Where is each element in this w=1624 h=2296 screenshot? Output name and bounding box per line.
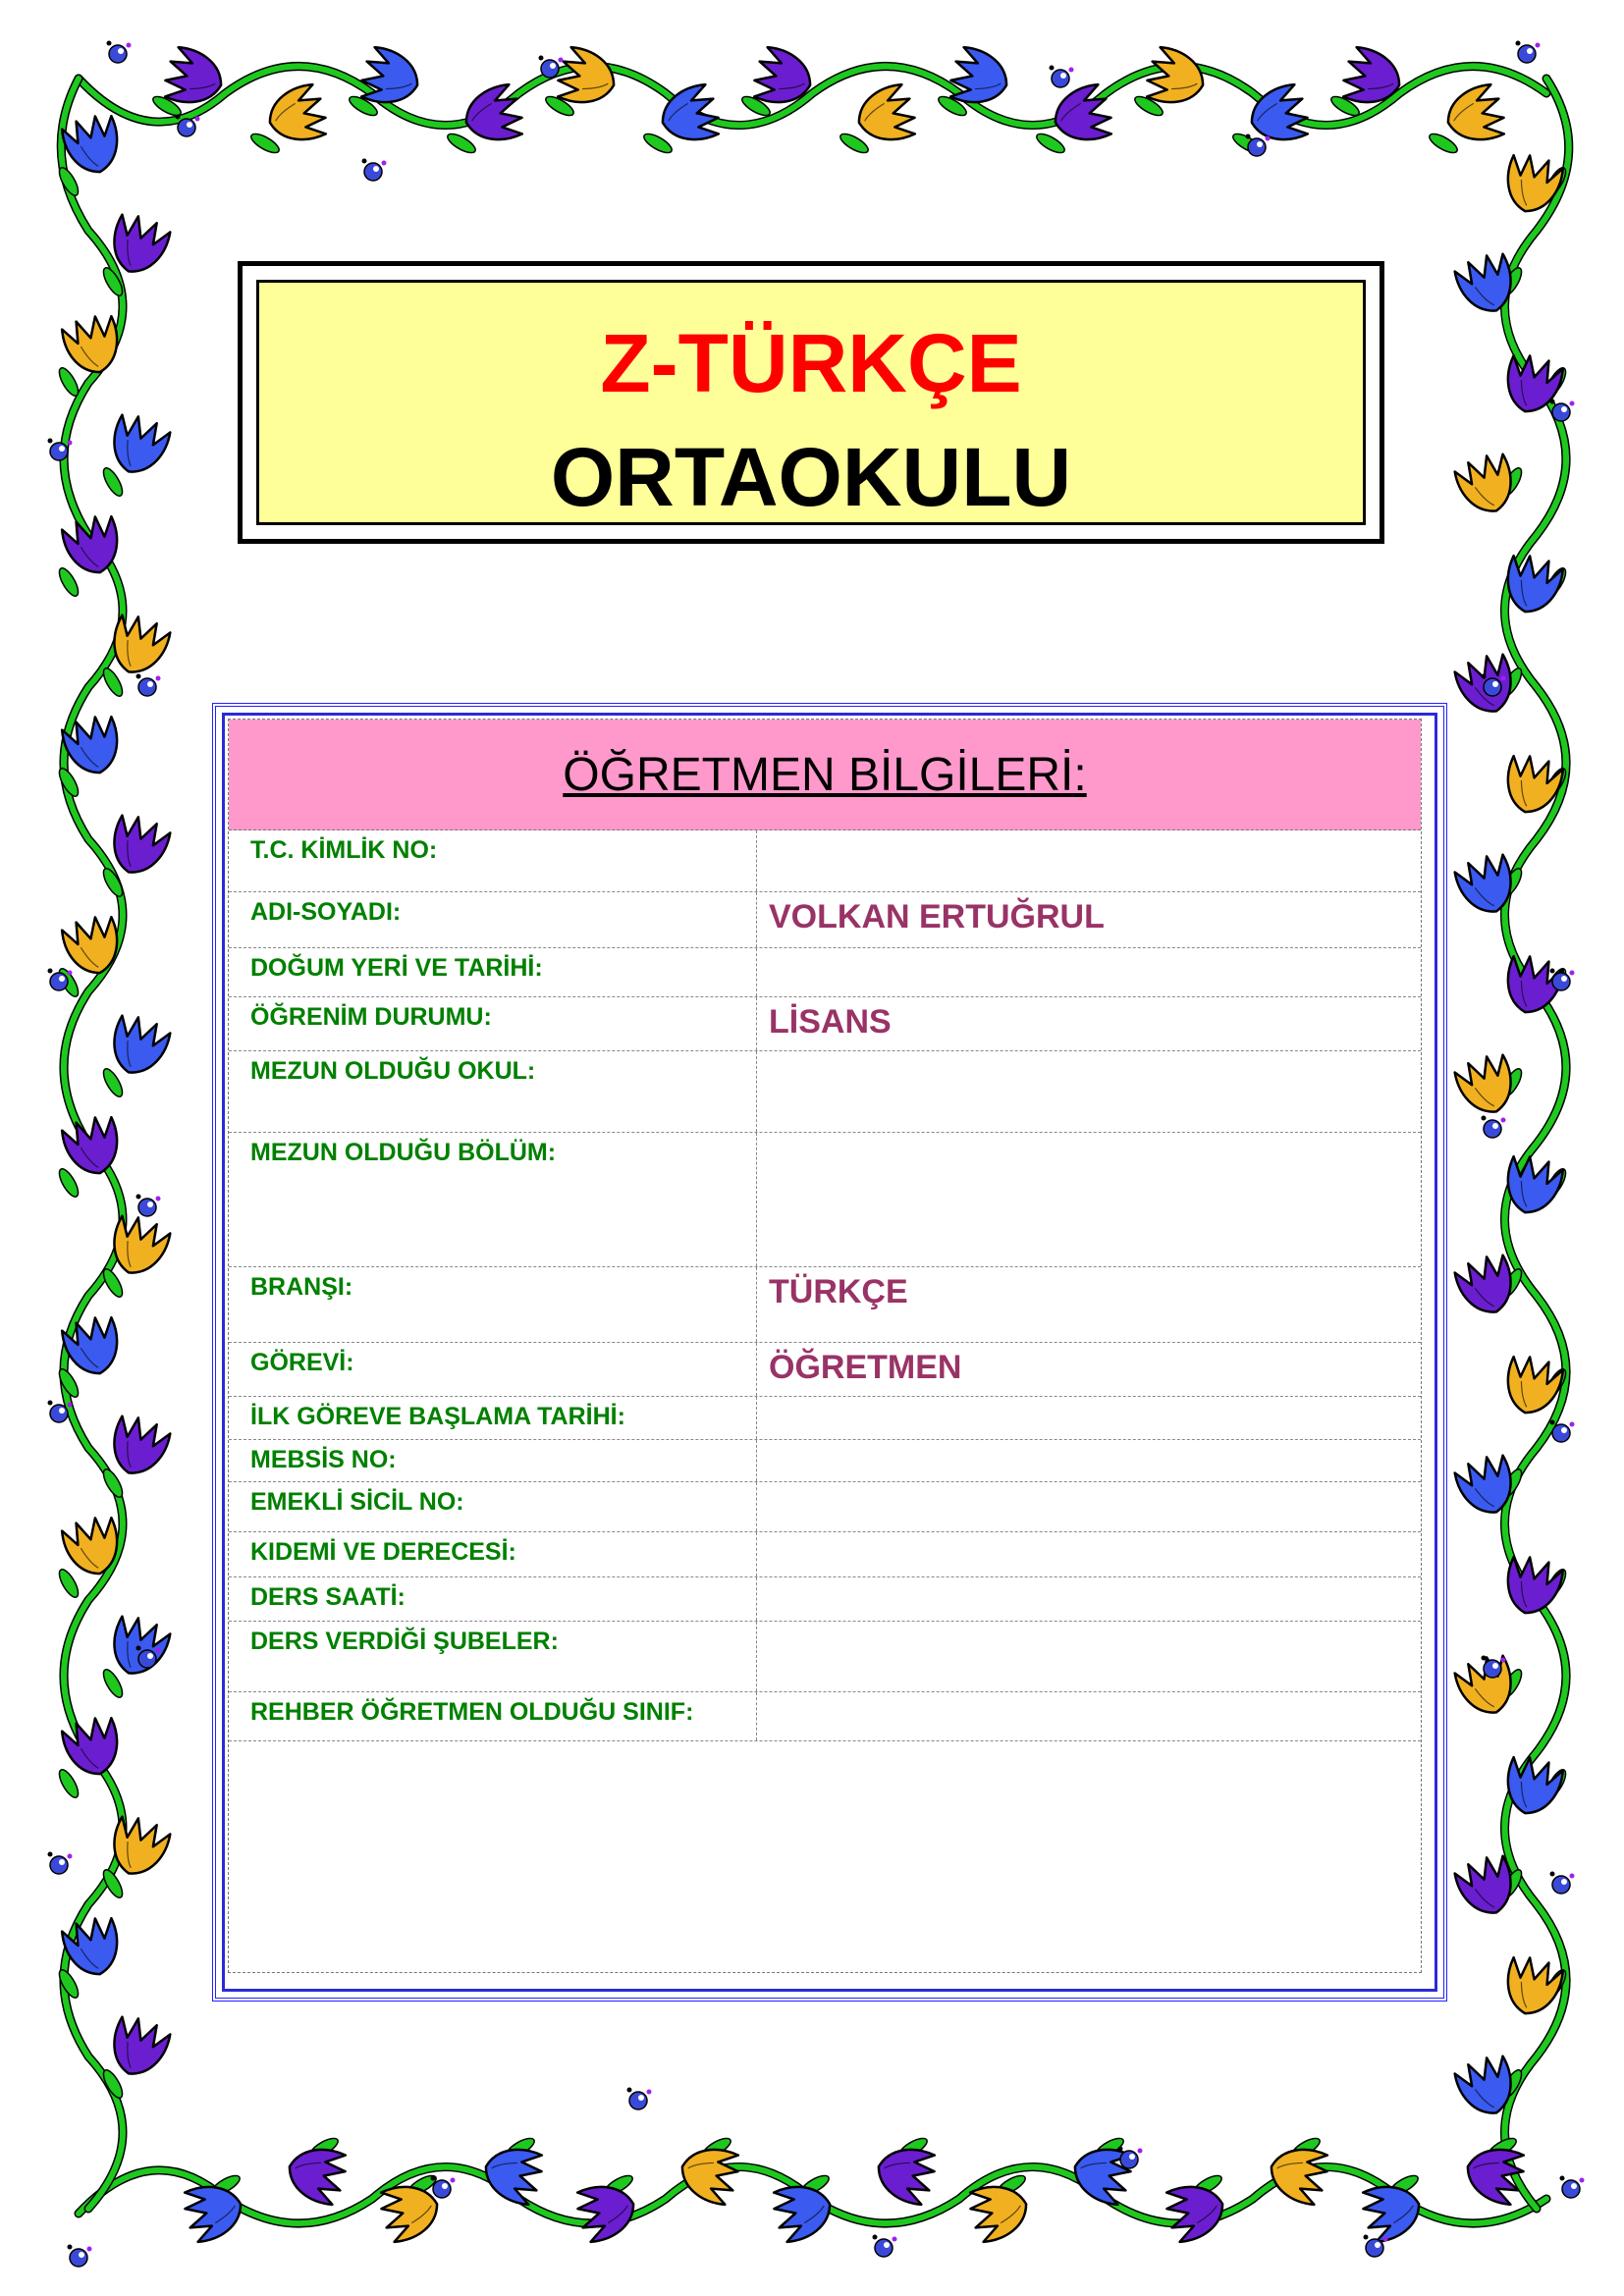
- row-value: [757, 1532, 1421, 1576]
- tulip-icon: [104, 411, 173, 481]
- berry-cluster-icon: [431, 2176, 456, 2199]
- table-row: [229, 1051, 1421, 1133]
- tulip-icon: [60, 312, 126, 379]
- tulip-icon: [60, 1514, 126, 1580]
- tulip-icon: [104, 1012, 173, 1082]
- row-value: TÜRKÇE: [769, 1273, 908, 1310]
- leaf-icon: [248, 131, 282, 156]
- berry-cluster-icon: [68, 2245, 92, 2268]
- leaf-icon: [100, 666, 126, 699]
- row-value: [757, 1577, 1421, 1621]
- tulip-icon: [181, 2178, 247, 2244]
- leaf-icon: [56, 1166, 81, 1200]
- table-row: [229, 997, 1421, 1051]
- row-label: KIDEMİ VE DERECESİ:: [229, 1532, 757, 1576]
- berry-cluster-icon: [48, 1852, 73, 1875]
- row-label: ADI-SOYADI:: [229, 892, 757, 947]
- berry-cluster-icon: [1246, 134, 1271, 157]
- berry-cluster-icon: [1482, 1116, 1506, 1139]
- row-label: MEBSİS NO:: [229, 1440, 757, 1481]
- row-label: DOĞUM YERİ VE TARİHİ:: [229, 948, 757, 996]
- table-row: [229, 1133, 1421, 1267]
- tulip-icon: [1461, 2141, 1528, 2207]
- row-value: [757, 1482, 1421, 1531]
- school-title-box: [238, 261, 1384, 544]
- tulip-icon: [1452, 451, 1521, 520]
- row-label: DERS VERDİĞİ ŞUBELER:: [229, 1622, 757, 1691]
- tulip-icon: [104, 1413, 173, 1482]
- berry-cluster-icon: [1560, 2176, 1585, 2199]
- tulip-icon: [1452, 250, 1521, 320]
- school-type: ORTAOKULU: [550, 431, 1072, 523]
- leaf-icon: [1034, 131, 1067, 156]
- row-value: ÖĞRETMEN: [769, 1349, 962, 1386]
- table-row: [229, 1532, 1421, 1577]
- leaf-icon: [1427, 131, 1460, 156]
- berry-cluster-icon: [1550, 400, 1575, 422]
- row-label: İLK GÖREVE BAŞLAMA TARİHİ:: [229, 1397, 757, 1439]
- tulip-icon: [1499, 1953, 1565, 2020]
- tulip-icon: [60, 913, 126, 980]
- table-row: [229, 830, 1421, 892]
- row-label: BRANŞI:: [229, 1267, 757, 1342]
- school-title-inner: [256, 280, 1366, 525]
- tulip-icon: [1265, 2141, 1331, 2207]
- row-value: [757, 1133, 1421, 1266]
- row-label: GÖREVİ:: [229, 1343, 757, 1396]
- row-value: [757, 1692, 1421, 1740]
- row-label: MEZUN OLDUĞU OKUL:: [229, 1051, 757, 1132]
- leaf-icon: [100, 1667, 126, 1700]
- tulip-icon: [263, 82, 330, 148]
- table-heading: [229, 720, 1421, 830]
- table-row: [229, 1577, 1421, 1622]
- tulip-icon: [283, 2141, 350, 2207]
- leaf-icon: [56, 565, 81, 599]
- berry-cluster-icon: [1050, 66, 1074, 88]
- table-row: [229, 1692, 1421, 1741]
- leaf-icon: [56, 1567, 81, 1600]
- berry-cluster-icon: [107, 41, 132, 64]
- berry-cluster-icon: [1118, 2147, 1143, 2169]
- tulip-icon: [1163, 2178, 1229, 2244]
- berry-cluster-icon: [136, 1195, 161, 1217]
- row-label: T.C. KİMLİK NO:: [229, 830, 757, 891]
- row-value: LİSANS: [769, 1003, 892, 1041]
- row-label: DERS SAATİ:: [229, 1577, 757, 1621]
- row-value: VOLKAN ERTUĞRUL: [769, 898, 1105, 935]
- tulip-icon: [852, 82, 919, 148]
- berry-cluster-icon: [873, 2235, 897, 2258]
- tulip-icon: [1441, 82, 1508, 148]
- row-label: ÖĞRENİM DURUMU:: [229, 997, 757, 1050]
- tulip-icon: [770, 2178, 837, 2244]
- berry-cluster-icon: [1516, 41, 1541, 64]
- tulip-icon: [1359, 2178, 1426, 2244]
- leaf-icon: [100, 1066, 126, 1099]
- row-value: [757, 830, 1421, 891]
- tulip-icon: [1452, 1452, 1521, 1522]
- tulip-icon: [60, 112, 126, 179]
- table-row: [229, 892, 1421, 948]
- row-value: [757, 1397, 1421, 1439]
- leaf-icon: [100, 1467, 126, 1500]
- table-row: [229, 1397, 1421, 1440]
- row-value: [757, 1051, 1421, 1132]
- row-label: REHBER ÖĞRETMEN OLDUĞU SINIF:: [229, 1692, 757, 1740]
- table-row: [229, 948, 1421, 997]
- table-row: [229, 1440, 1421, 1482]
- tulip-icon: [60, 1113, 126, 1180]
- tulip-icon: [104, 2013, 173, 2083]
- tulip-icon: [573, 2178, 640, 2244]
- tulip-icon: [479, 2141, 546, 2207]
- row-value: [757, 948, 1421, 996]
- leaf-icon: [838, 131, 871, 156]
- tulip-icon: [872, 2141, 939, 2207]
- table-heading-text: ÖĞRETMEN BİLGİLERİ:: [563, 748, 1087, 801]
- row-value: [757, 1440, 1421, 1481]
- tulip-icon: [1499, 552, 1565, 618]
- teacher-info-frame: [212, 703, 1447, 2002]
- row-label: EMEKLİ SİCİL NO:: [229, 1482, 757, 1531]
- tulip-icon: [104, 1212, 173, 1282]
- tulip-icon: [1452, 851, 1521, 921]
- row-label: MEZUN OLDUĞU BÖLÜM:: [229, 1133, 757, 1266]
- berry-cluster-icon: [627, 2088, 652, 2110]
- tulip-icon: [60, 1914, 126, 1981]
- teacher-info-table: [228, 719, 1422, 1973]
- berry-cluster-icon: [136, 674, 161, 697]
- table-row: [229, 1267, 1421, 1343]
- berry-cluster-icon: [362, 159, 387, 182]
- leaf-icon: [445, 131, 478, 156]
- leaf-icon: [56, 365, 81, 399]
- leaf-icon: [100, 465, 126, 499]
- leaf-icon: [56, 1767, 81, 1800]
- berry-cluster-icon: [1364, 2235, 1388, 2258]
- tulip-icon: [1452, 1051, 1521, 1121]
- tulip-icon: [676, 2141, 742, 2207]
- berry-cluster-icon: [1550, 1420, 1575, 1443]
- table-row: [229, 1343, 1421, 1397]
- tulip-icon: [104, 612, 173, 681]
- leaf-icon: [641, 131, 675, 156]
- row-value: [757, 1622, 1421, 1691]
- table-row: [229, 1482, 1421, 1532]
- berry-cluster-icon: [1550, 1872, 1575, 1895]
- table-row: [229, 1622, 1421, 1692]
- school-name: Z-TÜRKÇE: [600, 317, 1022, 409]
- tulip-icon: [1068, 2141, 1135, 2207]
